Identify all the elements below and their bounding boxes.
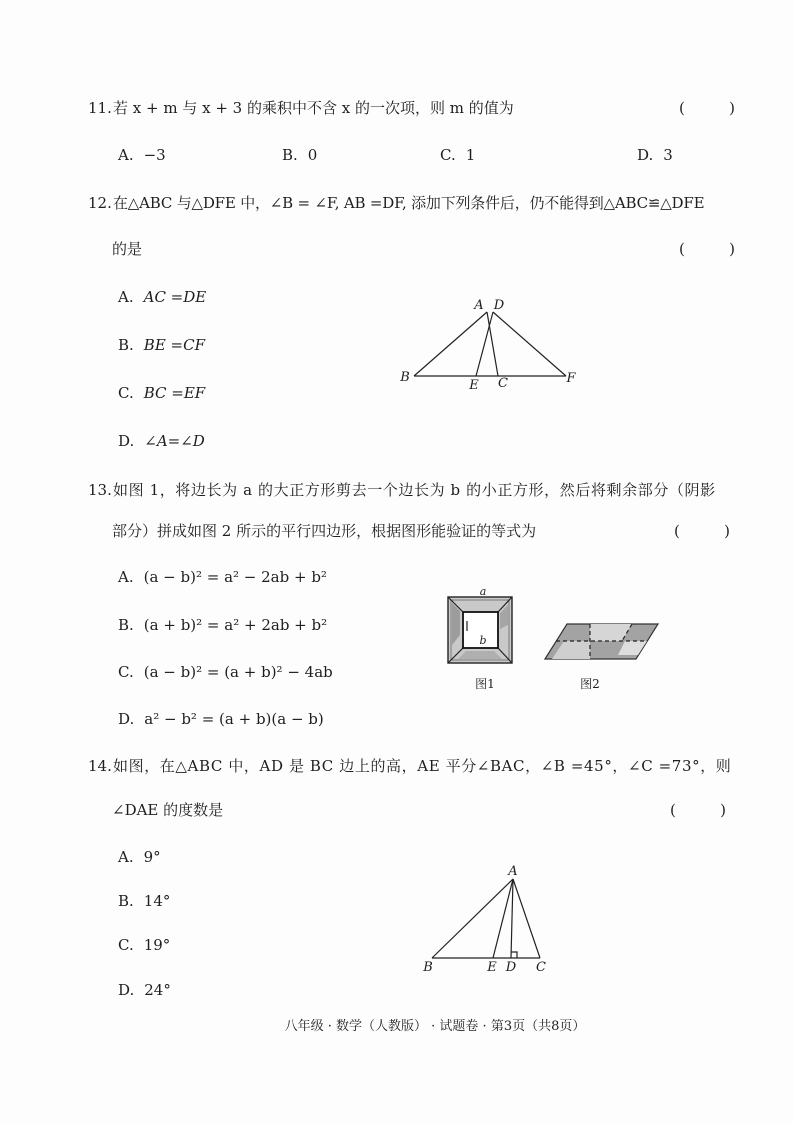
bracket-close: ) <box>729 240 735 258</box>
q11-option-c <box>440 146 475 164</box>
q12-option-c <box>118 384 205 402</box>
point-label-b: B <box>400 370 410 385</box>
option-text: ∠A=∠D <box>144 432 205 450</box>
q13-number: 13. <box>88 481 112 499</box>
q13-option-d <box>118 710 324 728</box>
option-label: B. <box>118 336 134 354</box>
q13-option-c <box>118 663 333 681</box>
q14-option-b <box>118 892 170 910</box>
option-text: a² − b² = (a + b)(a − b) <box>144 710 324 728</box>
q12-answer-bracket <box>679 240 735 258</box>
q11-answer-bracket <box>679 99 735 117</box>
q12-stem-line-2: 的是 <box>112 240 143 258</box>
q14-option-a <box>118 848 161 866</box>
bracket-close: ) <box>724 522 730 540</box>
side-label-a: a <box>479 585 487 598</box>
option-label: A. <box>118 146 134 164</box>
option-text: 9° <box>143 848 161 866</box>
caption-figure-2: 图2 <box>580 677 600 691</box>
q14-stem-line-1: 如图，在△ABC 中，AD 是 BC 边上的高，AE 平分∠BAC，∠B =45°，∠C =73°，则 <box>113 757 732 775</box>
option-label: C. <box>118 663 134 681</box>
q13-option-a <box>118 568 327 586</box>
bracket-open: ( <box>679 240 685 258</box>
point-label-f: F <box>566 371 576 386</box>
option-text: (a − b)² = a² − 2ab + b² <box>143 568 327 586</box>
q11-stem-line-1: 若 x + m 与 x + 3 的乘积中不含 x 的一次项，则 m 的值为 <box>113 99 514 117</box>
segment-AB <box>432 879 513 958</box>
point-label-c: C <box>498 376 508 391</box>
option-text: BE =CF <box>143 336 205 354</box>
q12-option-b <box>118 336 205 354</box>
q13-option-b <box>118 616 327 634</box>
q14-figure-triangle <box>420 862 555 977</box>
point-label-d: D <box>493 298 505 313</box>
option-label: C. <box>118 936 134 954</box>
right-angle-mark <box>511 952 517 958</box>
bracket-close: ) <box>720 801 726 819</box>
q12-option-d <box>118 432 205 450</box>
q12-number: 12. <box>88 194 112 212</box>
option-text: (a + b)² = a² + 2ab + b² <box>143 616 328 634</box>
q14-answer-bracket <box>670 801 726 819</box>
page-footer: 八年级 · 数学（人教版） · 试题卷 · 第3页（共8页） <box>284 1019 586 1034</box>
option-text: AC =DE <box>143 288 207 306</box>
option-label: A. <box>118 568 134 586</box>
bracket-open: ( <box>679 99 685 117</box>
q14-stem-line-2: ∠DAE 的度数是 <box>112 801 224 819</box>
bracket-open: ( <box>670 801 676 819</box>
segment-DF <box>493 312 566 376</box>
option-text: 19° <box>143 936 171 954</box>
q14-number: 14. <box>88 757 112 775</box>
q13-answer-bracket <box>674 522 730 540</box>
point-label-c: C <box>536 960 546 975</box>
option-text: (a − b)² = (a + b)² − 4ab <box>143 663 333 681</box>
q14-option-c <box>118 936 170 954</box>
point-label-b: B <box>423 960 433 975</box>
point-label-a: A <box>474 298 484 313</box>
point-label-d: D <box>505 960 517 975</box>
point-label-e: E <box>487 960 497 975</box>
q13-figures <box>440 585 665 695</box>
q13-stem-line-2: 部分）拼成如图 2 所示的平行四边形，根据图形能验证的等式为 <box>112 522 537 540</box>
caption-figure-1: 图1 <box>475 677 495 691</box>
q11-number: 11. <box>88 99 112 117</box>
segment-AC <box>487 312 498 376</box>
option-label: D. <box>637 146 654 164</box>
q11-option-a <box>118 146 166 164</box>
option-text: 1 <box>465 146 476 164</box>
option-label: D. <box>118 981 135 999</box>
q12-figure-triangles <box>395 295 585 395</box>
option-text: −3 <box>143 146 166 164</box>
option-label: A. <box>118 288 134 306</box>
point-label-e: E <box>469 378 479 393</box>
option-label: D. <box>118 432 135 450</box>
segment-AC <box>513 879 540 958</box>
q13-stem-line-1: 如图 1，将边长为 a 的大正方形剪去一个边长为 b 的小正方形，然后将剩余部分（阴影 <box>113 481 716 499</box>
segment-AD <box>511 879 513 958</box>
bracket-open: ( <box>674 522 680 540</box>
option-text: BC =EF <box>143 384 206 402</box>
option-label: B. <box>118 892 134 910</box>
option-text: 14° <box>143 892 171 910</box>
option-label: C. <box>118 384 134 402</box>
point-label-a: A <box>508 864 518 879</box>
option-label: A. <box>118 848 134 866</box>
q14-option-d <box>118 981 171 999</box>
option-label: D. <box>118 710 135 728</box>
segment-AE <box>493 879 513 958</box>
option-text: 3 <box>663 146 673 164</box>
q12-option-a <box>118 288 206 306</box>
q12-stem-line-1: 在△ABC 与△DFE 中，∠B = ∠F, AB =DF, 添加下列条件后，仍不能得到△ABC≌△DFE <box>113 194 705 212</box>
option-text: 24° <box>144 981 171 999</box>
option-label: C. <box>440 146 456 164</box>
option-label: B. <box>282 146 298 164</box>
q11-option-d <box>637 146 673 164</box>
option-text: 0 <box>307 146 318 164</box>
option-label: B. <box>118 616 134 634</box>
segment-DE <box>476 312 493 376</box>
side-label-b: b <box>479 634 487 647</box>
segment-AB <box>414 312 487 376</box>
q11-option-b <box>282 146 317 164</box>
bracket-close: ) <box>729 99 735 117</box>
